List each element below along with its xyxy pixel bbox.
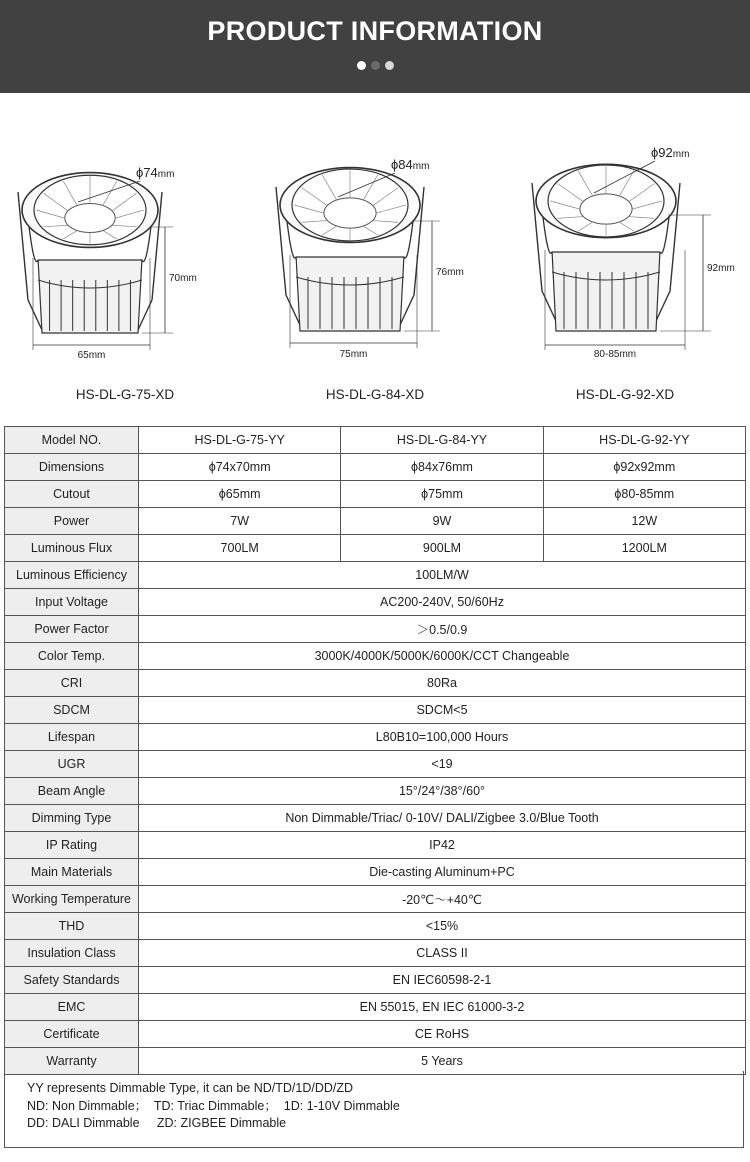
carousel-dot-2[interactable] (371, 61, 380, 70)
row-label: Model NO. (5, 427, 139, 454)
product-card (250, 135, 500, 405)
header-banner (0, 0, 750, 93)
table-cell: ϕ84x76mm (341, 454, 543, 481)
table-cell: ϕ65mm (139, 481, 341, 508)
table-cell: 900LM (341, 535, 543, 562)
row-label: THD (5, 913, 139, 940)
page-title: PRODUCT INFORMATION (207, 16, 543, 46)
table-row (5, 562, 746, 589)
table-cell-merged: SDCM<5 (139, 697, 746, 724)
downlight-drawing (250, 135, 500, 385)
row-label: Power Factor (5, 616, 139, 643)
heat-sink (552, 250, 660, 331)
row-label: IP Rating (5, 832, 139, 859)
table-row (5, 643, 746, 670)
table-cell: ϕ80-85mm (543, 481, 745, 508)
table-cell: 9W (341, 508, 543, 535)
diameter-unit: mm (412, 161, 430, 172)
table-cell-merged: 80Ra (139, 670, 746, 697)
table-row (5, 886, 746, 913)
note-line: ND: Non Dimmable； TD: Triac Dimmable； 1D: 1-10V Dimmable (27, 1098, 400, 1113)
height-label: 70mm (169, 273, 197, 284)
row-label: Main Materials (5, 859, 139, 886)
table-cell-merged: EN IEC60598-2-1 (139, 967, 746, 994)
table-cell: ϕ74x70mm (139, 454, 341, 481)
model-column-header: HS-DL-G-75-YY (139, 427, 341, 454)
table-cell: 1200LM (543, 535, 745, 562)
table-cell: ϕ75mm (341, 481, 543, 508)
row-label: Luminous Flux (5, 535, 139, 562)
table-row (5, 724, 746, 751)
table-row (5, 859, 746, 886)
row-label: Certificate (5, 1021, 139, 1048)
product-card (500, 135, 750, 405)
table-cell-merged: EN 55015, EN IEC 61000-3-2 (139, 994, 746, 1021)
table-cell: ϕ92x92mm (543, 454, 745, 481)
table-row (5, 1021, 746, 1048)
row-label: Dimming Type (5, 805, 139, 832)
table-row (5, 427, 746, 454)
row-label: UGR (5, 751, 139, 778)
table-cell-merged: IP42 (139, 832, 746, 859)
model-column-header: HS-DL-G-92-YY (543, 427, 745, 454)
table-cell-merged: -20℃～+40℃ (139, 886, 746, 913)
diameter-label: ϕ92mm (651, 145, 690, 160)
table-row (5, 535, 746, 562)
note-line: YY represents Dimmable Type, it can be ND/TD/1D/DD/ZD (27, 1081, 354, 1095)
table-row (5, 967, 746, 994)
row-label: Power (5, 508, 139, 535)
table-row (5, 994, 746, 1021)
product-model-name: HS-DL-G-92-XD (575, 387, 675, 402)
product-model-name: HS-DL-G-75-XD (75, 387, 175, 402)
table-cell-merged: Die-casting Aluminum+PC (139, 859, 746, 886)
heat-sink (38, 258, 142, 333)
downlight-drawing (0, 135, 250, 385)
row-label: Beam Angle (5, 778, 139, 805)
carousel-dot-1[interactable] (357, 61, 366, 70)
row-label: Safety Standards (5, 967, 139, 994)
table-row (5, 481, 746, 508)
heat-sink (296, 255, 404, 331)
table-cell-merged: <19 (139, 751, 746, 778)
table-cell-merged: ＞0.5/0.9 (139, 616, 746, 643)
width-label: 75mm (339, 349, 368, 360)
row-label: EMC (5, 994, 139, 1021)
table-row (5, 616, 746, 643)
row-label: Warranty (5, 1048, 139, 1075)
table-cell-merged: 100LM/W (139, 562, 746, 589)
downlight-drawing (500, 135, 750, 385)
spec-table (4, 426, 746, 1075)
table-row (5, 697, 746, 724)
table-row (5, 832, 746, 859)
table-row (5, 670, 746, 697)
diameter-unit: mm (672, 149, 690, 160)
note-line: DD: DALI Dimmable ZD: ZIGBEE Dimmable (27, 1116, 287, 1130)
table-row (5, 913, 746, 940)
table-cell-merged: 5 Years (139, 1048, 746, 1075)
diameter-unit: mm (157, 169, 175, 180)
table-row (5, 508, 746, 535)
row-label: CRI (5, 670, 139, 697)
row-label: Insulation Class (5, 940, 139, 967)
product-drawings (0, 135, 750, 405)
diameter-label: ϕ74mm (136, 165, 175, 180)
height-label: 76mm (436, 267, 464, 278)
table-cell-merged: CE RoHS (139, 1021, 746, 1048)
table-row (5, 940, 746, 967)
row-label: SDCM (5, 697, 139, 724)
row-label: Working Temperature (5, 886, 139, 913)
table-cell-merged: CLASS II (139, 940, 746, 967)
width-label: 65mm (77, 350, 106, 361)
row-label: Input Voltage (5, 589, 139, 616)
carousel-dots (0, 61, 750, 70)
carousel-dot-3[interactable] (385, 61, 394, 70)
table-cell-merged: L80B10=100,000 Hours (139, 724, 746, 751)
height-label: 92mm (707, 263, 735, 274)
table-cell: 700LM (139, 535, 341, 562)
table-cell-merged: AC200-240V, 50/60Hz (139, 589, 746, 616)
diameter-label: ϕ84mm (391, 157, 430, 172)
notes-box (4, 1071, 744, 1148)
product-card (0, 135, 250, 405)
table-row (5, 589, 746, 616)
table-row (5, 778, 746, 805)
row-label: Cutout (5, 481, 139, 508)
table-cell-merged: 15°/24°/38°/60° (139, 778, 746, 805)
product-model-name: HS-DL-G-84-XD (325, 387, 425, 402)
table-cell-merged: <15% (139, 913, 746, 940)
row-label: Luminous Efficiency (5, 562, 139, 589)
width-label: 80-85mm (593, 349, 637, 360)
table-cell-merged: Non Dimmable/Triac/ 0-10V/ DALI/Zigbee 3.0/Blue Tooth (139, 805, 746, 832)
table-cell: 7W (139, 508, 341, 535)
model-column-header: HS-DL-G-84-YY (341, 427, 543, 454)
table-row (5, 454, 746, 481)
row-label: Color Temp. (5, 643, 139, 670)
table-cell: 12W (543, 508, 745, 535)
row-label: Dimensions (5, 454, 139, 481)
table-row (5, 751, 746, 778)
row-label: Lifespan (5, 724, 139, 751)
table-cell-merged: 3000K/4000K/5000K/6000K/CCT Changeable (139, 643, 746, 670)
table-row (5, 805, 746, 832)
